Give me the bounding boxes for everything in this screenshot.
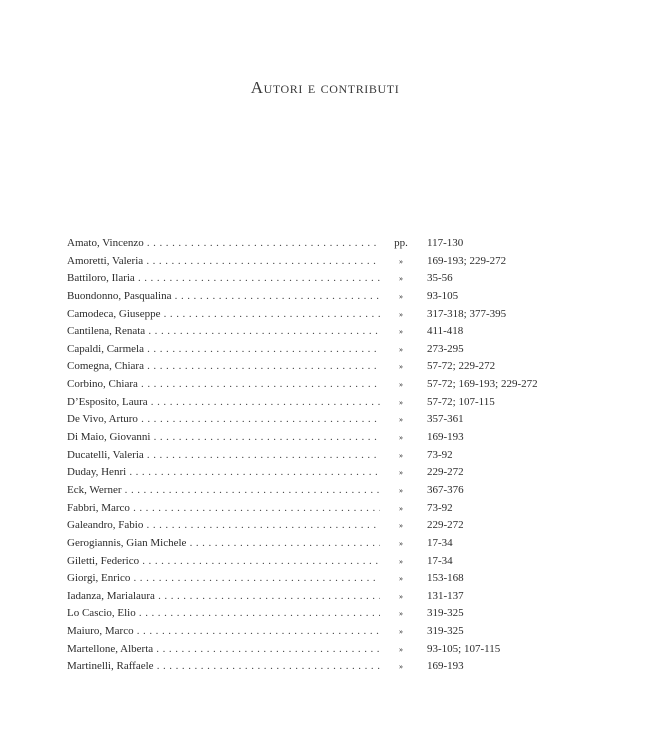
page-range: 73-92: [427, 448, 453, 461]
index-entry: [67, 394, 587, 412]
ditto-mark: »: [399, 521, 403, 531]
page-range: 153-168: [427, 572, 464, 585]
ditto-mark: »: [399, 609, 403, 619]
author-name: Iadanza, Marialaura . . .: [67, 588, 380, 606]
page-range: 169-193: [427, 431, 464, 444]
ditto-mark: »: [399, 556, 403, 566]
page-range: 73-92: [427, 501, 453, 514]
index-entry: [67, 500, 587, 518]
ditto-mark: »: [399, 327, 403, 337]
ditto-mark: »: [399, 591, 403, 601]
page-range: 411-418: [427, 325, 464, 338]
author-name: Cantilena, Renata . . .: [67, 323, 380, 341]
page-range: 17-34: [427, 554, 453, 567]
ditto-mark: »: [399, 433, 403, 443]
page-marker: pp.: [394, 237, 408, 249]
page-range: 169-193; 229-272: [427, 254, 507, 267]
page-range: 57-72; 229-272: [427, 360, 496, 373]
page-range: 57-72; 107-115: [427, 395, 495, 408]
ditto-mark: »: [399, 362, 403, 372]
ditto-mark: »: [399, 538, 403, 548]
page-range: 229-272: [427, 519, 464, 532]
author-name: Duday, Henri . . .: [67, 464, 380, 482]
page-range: 357-361: [427, 413, 464, 426]
author-name: Amato, Vincenzo . . .: [67, 235, 380, 253]
author-name: Giorgi, Enrico . . .: [67, 570, 380, 588]
page-range: 35-56: [427, 272, 453, 285]
ditto-mark: »: [399, 450, 403, 460]
page-range: 93-105; 107-115: [427, 642, 501, 655]
index-entry: [67, 411, 587, 429]
index-entry: [67, 464, 587, 482]
page-range: 319-325: [427, 625, 464, 638]
author-name: Lo Cascio, Elio . . .: [67, 605, 380, 623]
ditto-mark: »: [399, 344, 403, 354]
ditto-mark: »: [399, 644, 403, 654]
index-entry: [67, 235, 587, 253]
ditto-mark: »: [399, 415, 403, 425]
index-entry: [67, 288, 587, 306]
index-entry: [67, 323, 587, 341]
author-name: D’Esposito, Laura . . .: [67, 394, 380, 412]
author-name: Martinelli, Raffaele . . .: [67, 658, 380, 676]
index-entry: [67, 253, 587, 271]
index-entry: [67, 447, 587, 465]
author-name: Buondonno, Pasqualina . . .: [67, 288, 380, 306]
page-range: 17-34: [427, 536, 453, 549]
page-range: 319-325: [427, 607, 464, 620]
ditto-mark: »: [399, 662, 403, 672]
index-entry: [67, 553, 587, 571]
page-range: 229-272: [427, 466, 464, 479]
ditto-mark: »: [399, 380, 403, 390]
author-name: Eck, Werner . . .: [67, 482, 380, 500]
author-name: Corbino, Chiara . . .: [67, 376, 380, 394]
author-name: Martellone, Alberta . . .: [67, 641, 380, 659]
index-entry: [67, 306, 587, 324]
ditto-mark: »: [399, 574, 403, 584]
page-range: 93-105: [427, 289, 459, 302]
index-entry: [67, 605, 587, 623]
index-entry: [67, 341, 587, 359]
page-range: 273-295: [427, 342, 464, 355]
index-entry: [67, 570, 587, 588]
index-entry: [67, 358, 587, 376]
page-range: 317-318; 377-395: [427, 307, 507, 320]
author-name: Comegna, Chiara . . .: [67, 358, 380, 376]
page-range: 57-72; 169-193; 229-272: [427, 378, 538, 391]
author-name: Gerogiannis, Gian Michele . . .: [67, 535, 380, 553]
author-name: Amoretti, Valeria . . .: [67, 253, 380, 271]
index-entry: [67, 641, 587, 659]
index-entry: [67, 429, 587, 447]
ditto-mark: »: [399, 256, 403, 266]
page-range: 117-130: [427, 237, 464, 249]
page-range: 367-376: [427, 483, 464, 496]
index-entry: [67, 623, 587, 641]
page-range: 169-193: [427, 660, 464, 673]
index-entry: [67, 482, 587, 500]
author-name: Capaldi, Carmela . . .: [67, 341, 380, 359]
author-name: Di Maio, Giovanni . . .: [67, 429, 380, 447]
author-name: Battiloro, Ilaria . . .: [67, 270, 380, 288]
ditto-mark: »: [399, 503, 403, 513]
index-entry: [67, 270, 587, 288]
ditto-mark: »: [399, 291, 403, 301]
author-name: Fabbri, Marco . . .: [67, 500, 380, 518]
index-entry: [67, 517, 587, 535]
author-name: Maiuro, Marco . . .: [67, 623, 380, 641]
author-name: Giletti, Federico . . .: [67, 553, 380, 571]
index-entry: [67, 376, 587, 394]
index-entry: [67, 658, 587, 676]
ditto-mark: »: [399, 485, 403, 495]
author-name: De Vivo, Arturo . . .: [67, 411, 380, 429]
index-entry: [67, 588, 587, 606]
ditto-mark: »: [399, 468, 403, 478]
author-name: Ducatelli, Valeria . . .: [67, 447, 380, 465]
author-index-list: [67, 235, 587, 676]
index-entry: [67, 535, 587, 553]
ditto-mark: »: [399, 309, 403, 319]
author-name: Camodeca, Giuseppe . . .: [67, 306, 380, 324]
author-name: Galeandro, Fabio . . .: [67, 517, 380, 535]
ditto-mark: »: [399, 627, 403, 637]
page-range: 131-137: [427, 589, 464, 602]
page-title: Autori e contributi: [250, 78, 400, 97]
ditto-mark: »: [399, 274, 403, 284]
ditto-mark: »: [399, 397, 403, 407]
